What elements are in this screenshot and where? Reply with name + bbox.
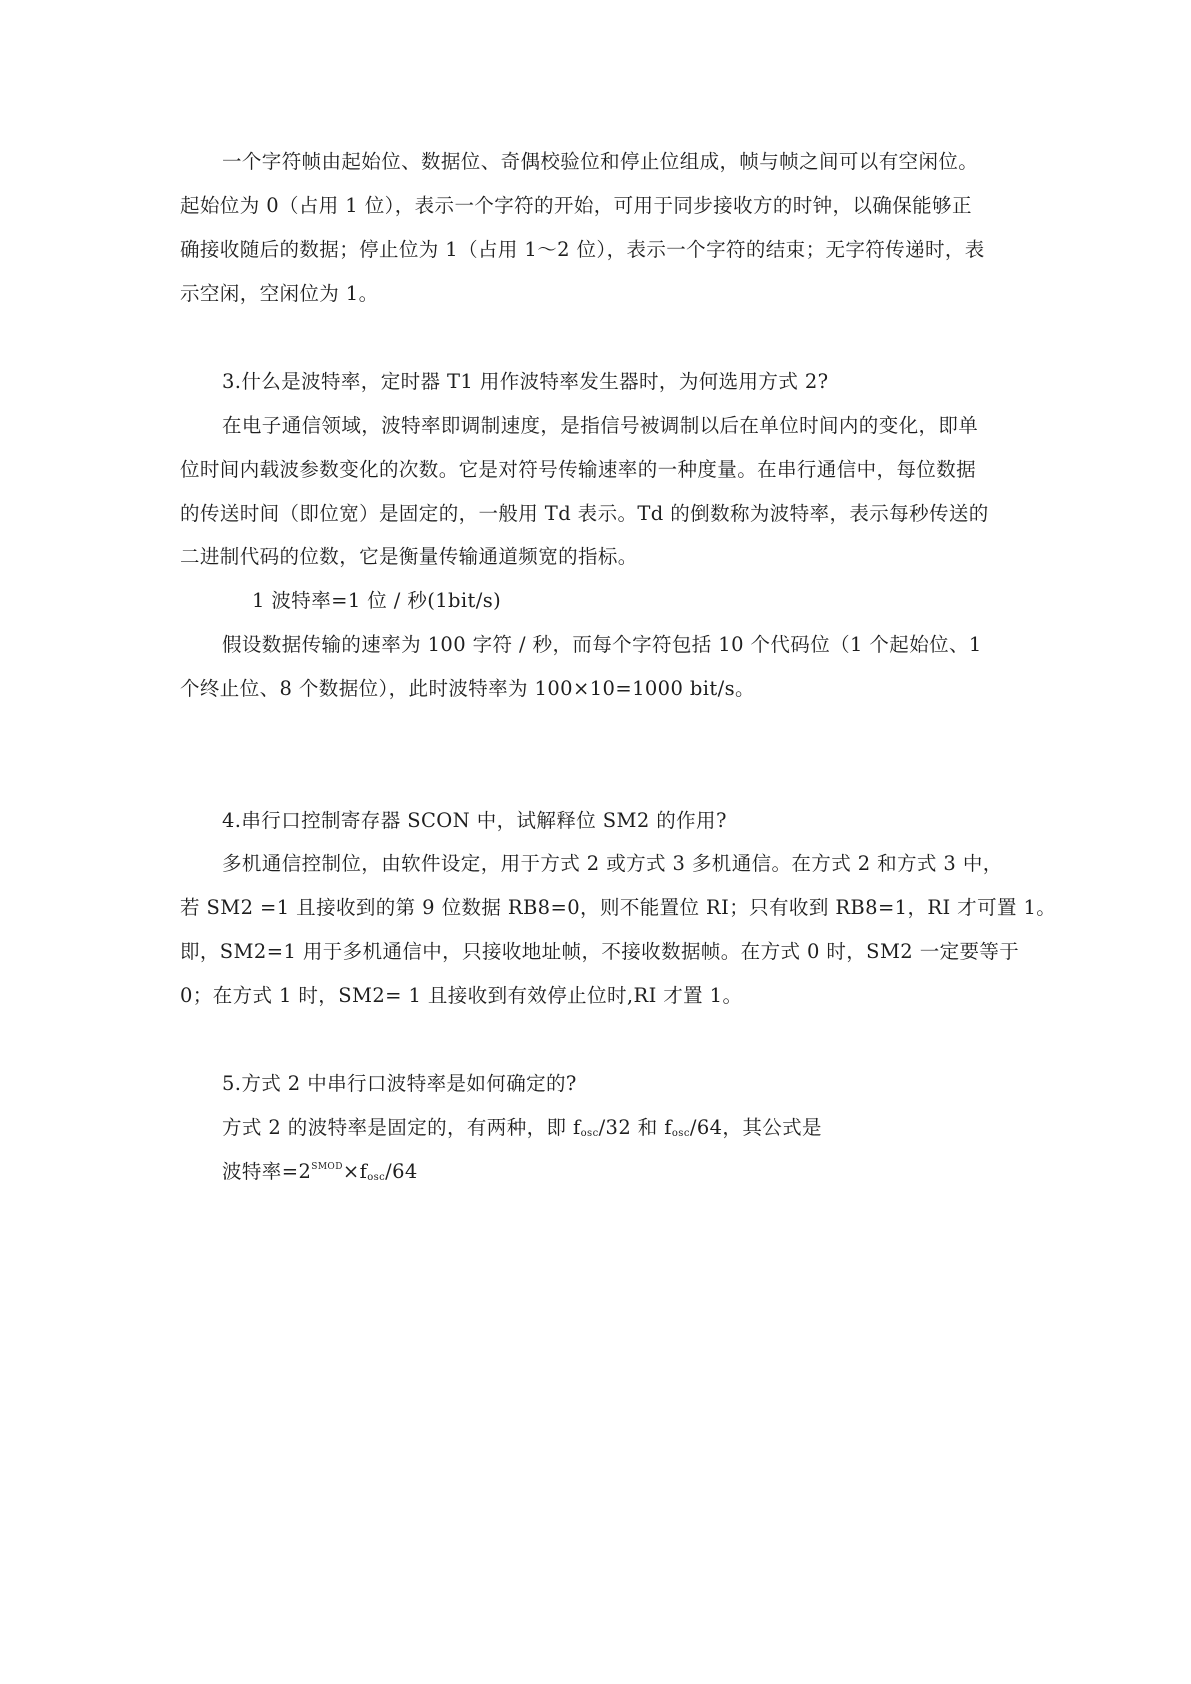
para1-line-4: 示空闲，空闲位为 1。	[180, 282, 379, 305]
question-3: 3.什么是波特率，定时器 T1 用作波特率发生器时，为何选用方式 2?	[222, 370, 829, 393]
q5-formula-part-b: ×f	[342, 1160, 368, 1183]
osc-subscript-3: osc	[367, 1172, 386, 1183]
smod-superscript: SMOD	[311, 1162, 343, 1172]
q4-answer-line-4: 0；在方式 1 时，SM2= 1 且接收到有效停止位时,RI 才置 1。	[180, 984, 743, 1007]
question-4: 4.串行口控制寄存器 SCON 中，试解释位 SM2 的作用?	[222, 809, 727, 832]
q5-answer-part-c: /64，其公式是	[689, 1116, 822, 1139]
q3-formula: 1 波特率=1 位 / 秒(1bit/s)	[252, 589, 502, 612]
q5-formula-part-a: 波特率=2	[222, 1160, 312, 1183]
para1-line-1: 一个字符帧由起始位、数据位、奇偶校验位和停止位组成，帧与帧之间可以有空闲位。	[222, 150, 979, 173]
osc-subscript-2: osc	[671, 1128, 690, 1139]
osc-subscript-1: osc	[580, 1128, 599, 1139]
q5-answer-part-b: /32 和 f	[598, 1116, 672, 1139]
q5-formula-line	[222, 1156, 418, 1184]
para1-line-2: 起始位为 0（占用 1 位），表示一个字符的开始，可用于同步接收方的时钟，以确保能够正	[180, 194, 972, 217]
q4-answer-line-2: 若 SM2 =1 且接收到的第 9 位数据 RB8=0，则不能置位 RI；只有收到 RB8=1，RI 才可置 1。	[180, 896, 1057, 919]
q4-answer-line-1: 多机通信控制位，由软件设定，用于方式 2 或方式 3 多机通信。在方式 2 和方式 3 中，	[222, 852, 1003, 875]
question-5: 5.方式 2 中串行口波特率是如何确定的?	[222, 1072, 577, 1095]
q4-answer-line-3: 即，SM2=1 用于多机通信中，只接收地址帧，不接收数据帧。在方式 0 时，SM2 一定要等于	[180, 940, 1020, 963]
q5-answer-part-a: 方式 2 的波特率是固定的，有两种，即 f	[222, 1116, 581, 1139]
q3-answer-line-2: 位时间内载波参数变化的次数。它是对符号传输速率的一种度量。在串行通信中，每位数据	[180, 458, 977, 481]
q3-answer-line-3: 的传送时间（即位宽）是固定的，一般用 Td 表示。Td 的倒数称为波特率，表示每秒传送的	[180, 502, 989, 525]
para1-line-3: 确接收随后的数据；停止位为 1（占用 1～2 位），表示一个字符的结束；无字符传递时，表	[180, 238, 985, 261]
q3-answer-line-1: 在电子通信领域，波特率即调制速度，是指信号被调制以后在单位时间内的变化，即单	[222, 414, 979, 437]
q3-example-line-1: 假设数据传输的速率为 100 字符 / 秒，而每个字符包括 10 个代码位（1 个起始位、1	[222, 633, 982, 656]
q5-formula-part-c: /64	[385, 1160, 418, 1183]
q3-example-line-2: 个终止位、8 个数据位），此时波特率为 100×10=1000 bit/s。	[180, 677, 755, 700]
q5-answer-line	[222, 1112, 822, 1140]
q3-answer-line-4: 二进制代码的位数，它是衡量传输通道频宽的指标。	[180, 545, 638, 568]
